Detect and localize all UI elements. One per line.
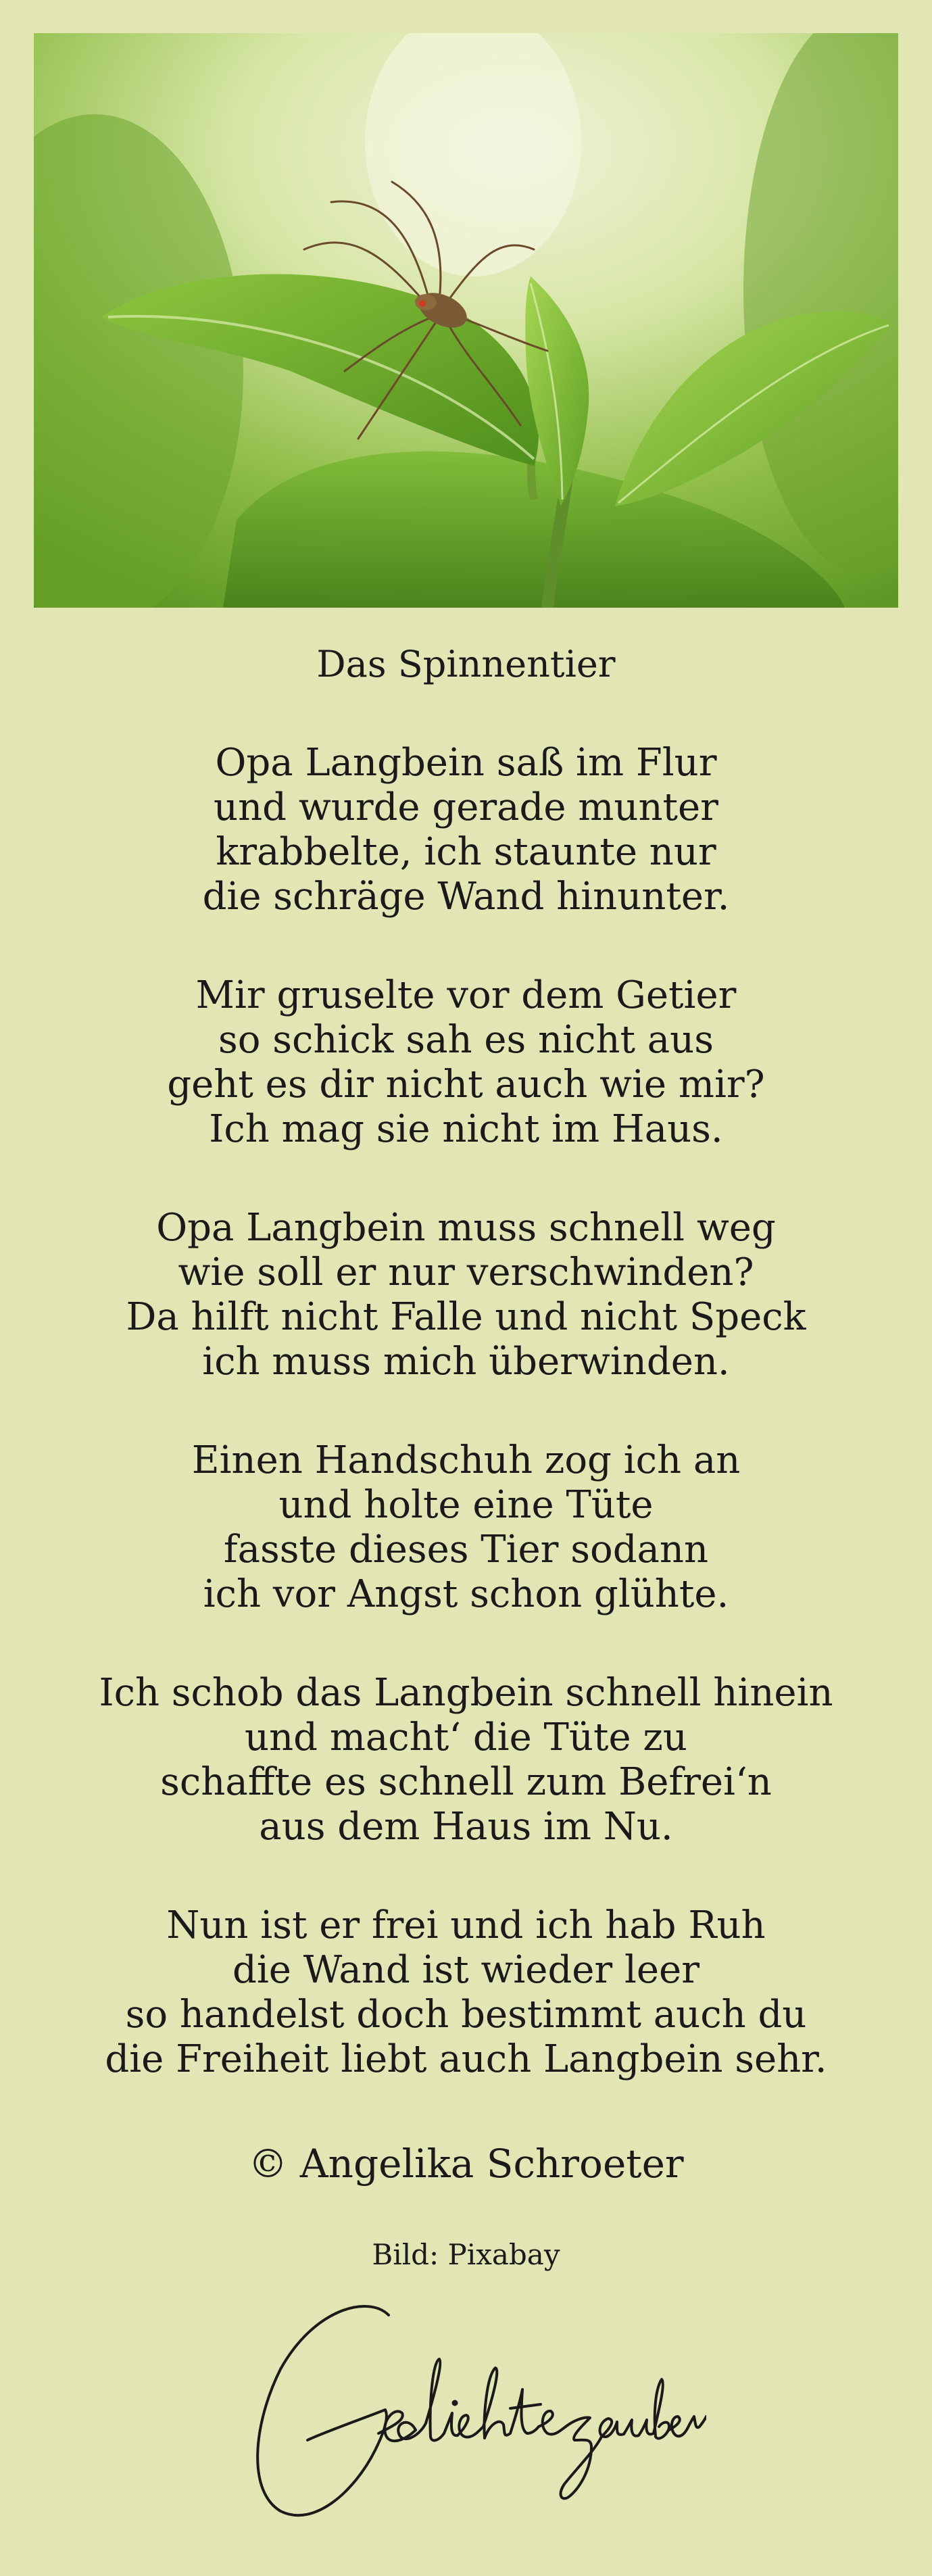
gedichtezauber-signature-logo <box>233 2295 706 2531</box>
stanza-5 <box>0 1671 932 1849</box>
poem-line: so handelst doch bestimmt auch du <box>125 1993 807 2037</box>
poem-line: fasste dieses Tier sodann <box>223 1528 709 1572</box>
poem-line: schaffte es schnell zum Befrei‘n <box>160 1760 772 1804</box>
poem-line: ich vor Angst schon glühte. <box>203 1572 729 1616</box>
poem-line: die Freiheit liebt auch Langbein sehr. <box>105 2037 827 2081</box>
poem-line: so schick sah es nicht aus <box>218 1018 714 1062</box>
poem-line: ich muss mich überwinden. <box>202 1340 730 1384</box>
spider-leaf-photo <box>34 33 898 608</box>
stanza-6 <box>0 1903 932 2082</box>
poem-line: die schräge Wand hinunter. <box>202 875 730 919</box>
poem-line: aus dem Haus im Nu. <box>259 1805 673 1849</box>
poem-line: und wurde gerade munter <box>214 785 718 829</box>
poem-line: Einen Handschuh zog ich an <box>191 1438 741 1482</box>
poem-title: Das Spinnentier <box>316 643 616 685</box>
poem-line: Da hilft nicht Falle und nicht Speck <box>126 1295 806 1339</box>
author-copyright: © Angelika Schroeter <box>248 2141 684 2187</box>
poem-line: Ich mag sie nicht im Haus. <box>209 1107 723 1151</box>
poem-line: und macht‘ die Tüte zu <box>245 1716 687 1759</box>
poem-line: wie soll er nur verschwinden? <box>178 1250 754 1294</box>
poem-line: Nun ist er frei und ich hab Ruh <box>166 1903 766 1947</box>
image-credit: Bild: Pixabay <box>372 2238 560 2271</box>
stanza-1 <box>0 741 932 919</box>
stanza-4 <box>0 1438 932 1617</box>
photo-illustration <box>34 33 898 608</box>
stanza-2 <box>0 973 932 1152</box>
poem-line: geht es dir nicht auch wie mir? <box>167 1063 765 1107</box>
poem-line: die Wand ist wieder leer <box>232 1948 700 1992</box>
poem-line: und holte eine Tüte <box>278 1483 654 1527</box>
poem-line: Mir gruselte vor dem Getier <box>195 973 737 1017</box>
stanza-3 <box>0 1206 932 1384</box>
signature-script-icon <box>233 2295 706 2531</box>
poem-line: Ich schob das Langbein schnell hinein <box>99 1671 833 1715</box>
poem-line: Opa Langbein saß im Flur <box>215 741 717 785</box>
poem-line: krabbelte, ich staunte nur <box>216 830 716 874</box>
poem-line: Opa Langbein muss schnell weg <box>156 1206 776 1250</box>
